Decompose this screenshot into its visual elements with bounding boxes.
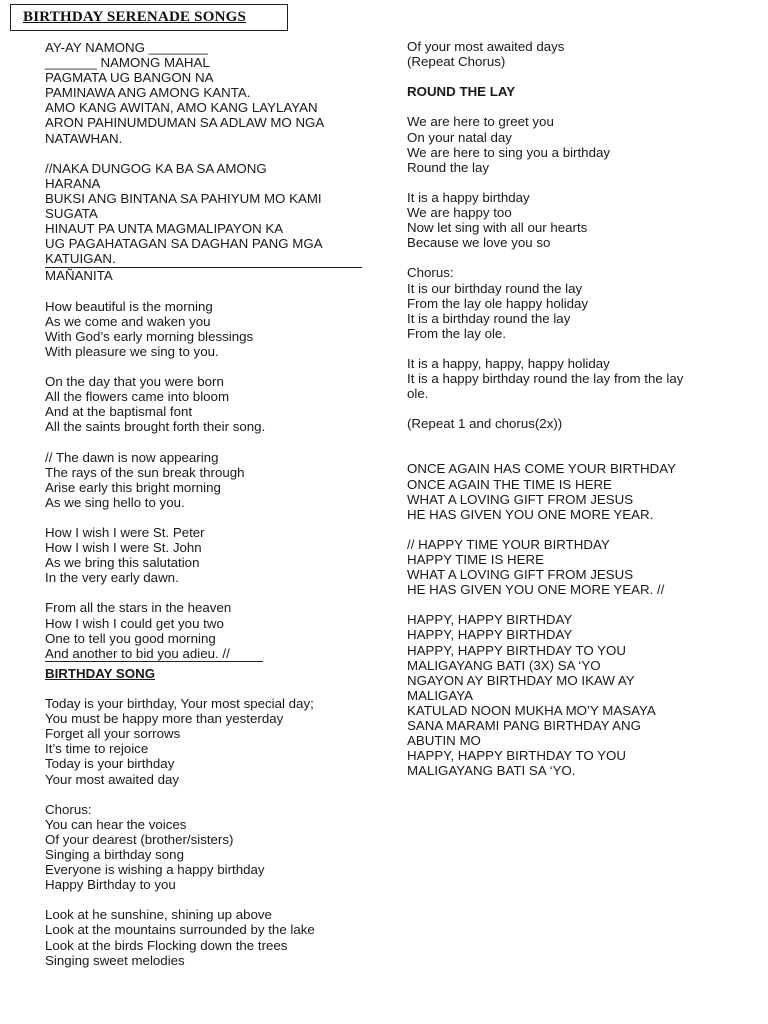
lyric-line: BUKSI ANG BINTANA SA PAHIYUM MO KAMI [45, 190, 322, 206]
lyric-line: HAPPY, HAPPY BIRTHDAY [407, 627, 573, 643]
stanza-round-the-lay-3 [407, 356, 729, 401]
lyric-line: Of your most awaited days [407, 39, 565, 54]
lyric-line: One to tell you good morning [45, 630, 216, 646]
lyric-line: As we come and waken you [45, 313, 211, 329]
lyric-line: NGAYON AY BIRTHDAY MO IKAW AY [407, 672, 635, 688]
stanza-happy-time [407, 537, 729, 597]
stanza-birthday-song-1 [45, 696, 367, 787]
lyric-line: MALIGAYANG BATI SA ‘YO. [407, 763, 576, 779]
stanza-round-the-lay-1 [407, 114, 729, 174]
lyric-line: (Repeat 1 and chorus(2x)) [407, 416, 563, 432]
lyric-line: On the day that you were born [45, 374, 224, 390]
lyric-line: HAPPY, HAPPY BIRTHDAY TO YOU [407, 748, 626, 764]
lyric-line: PAGMATA UG BANGON NA [45, 70, 214, 86]
lyric-line: HINAUT PA UNTA MAGMALIPAYON KA [45, 221, 284, 237]
lyric-line: How beautiful is the morning [45, 298, 213, 314]
lyric-line: All the saints brought forth their song. [45, 419, 266, 435]
section-title-round-the-lay: ROUND THE LAY [407, 84, 516, 100]
stanza-gap [407, 69, 729, 84]
lyric-line: HE HAS GIVEN YOU ONE MORE YEAR. [407, 506, 654, 522]
lyric-line: ole. [407, 386, 429, 402]
lyric-line: KATUIGAN. [45, 251, 116, 267]
lyric-line: It is a happy birthday [407, 189, 530, 205]
lyric-line: AY-AY NAMONG ________ [45, 40, 208, 55]
lyric-line: // The dawn is now appearing [45, 449, 219, 465]
lyric-line: Chorus: [407, 265, 454, 281]
stanza-gap [45, 510, 367, 525]
lyric-line: From the lay ole happy holiday [407, 295, 589, 311]
lyric-line: In the very early dawn. [45, 570, 179, 586]
document-title-box [10, 4, 288, 31]
left-column [45, 40, 367, 968]
lyric-line: Look at the mountains surrounded by the lake [45, 922, 315, 938]
lyric-line: Today is your birthday, Your most special day; [45, 696, 314, 712]
lyric-line: PAMINAWA ANG AMONG KANTA. [45, 85, 251, 101]
lyric-line: Today is your birthday [45, 756, 175, 772]
lyric-line: It is a happy birthday round the lay from the lay [407, 371, 684, 387]
lyric-line: (Repeat Chorus) [407, 54, 506, 70]
stanza-continued [407, 39, 729, 69]
stanza-birthday-song-2 [45, 907, 367, 967]
stanza-gap [407, 175, 729, 190]
lyric-line: SUGATA [45, 206, 98, 222]
right-column [407, 39, 729, 778]
lyric-line: We are here to sing you a birthday [407, 144, 611, 160]
document-title: BIRTHDAY SERENADE SONGS [23, 9, 247, 25]
lyric-line: Singing sweet melodies [45, 952, 185, 968]
lyric-line: KATULAD NOON MUKHA MO’Y MASAYA [407, 702, 656, 718]
lyric-line: ARON PAHINUMDUMAN SA ADLAW MO NGA [45, 115, 325, 131]
lyric-line: The rays of the sun break through [45, 464, 245, 480]
lyric-line: How I wish I were St. Peter [45, 525, 205, 540]
lyric-line: Your most awaited day [45, 771, 180, 787]
lyric-line: ONCE AGAIN HAS COME YOUR BIRTHDAY [407, 461, 676, 477]
stanza-gap [407, 597, 729, 612]
lyric-line: _______ NAMONG MAHAL [45, 55, 210, 71]
lyric-line: From all the stars in the heaven [45, 600, 232, 616]
lyric-line: WHAT A LOVING GIFT FROM JESUS [407, 491, 634, 507]
stanza-gap [45, 681, 367, 696]
lyric-line: HAPPY, HAPPY BIRTHDAY TO YOU [407, 642, 626, 658]
stanza-repeat-note [407, 416, 729, 431]
stanza-gap [407, 250, 729, 265]
stanza-gap [45, 146, 367, 161]
lyric-line: Because we love you so [407, 235, 551, 251]
lyric-line: From the lay ole. [407, 325, 507, 341]
lyric-line: You must be happy more than yesterday [45, 711, 284, 727]
lyric-line: As we sing hello to you. [45, 494, 185, 510]
lyric-line: With pleasure we sing to you. [45, 343, 219, 359]
lyric-line: It is our birthday round the lay [407, 280, 583, 296]
stanza-happy-happy-birthday [407, 612, 729, 778]
lyric-line: Now let sing with all our hearts [407, 220, 588, 236]
lyric-line: Forget all your sorrows [45, 726, 181, 742]
lyric-line: How I wish I were St. John [45, 540, 202, 556]
stanza-gap [407, 431, 729, 461]
lyric-line: Chorus: [45, 801, 92, 817]
lyric-line: Everyone is wishing a happy birthday [45, 862, 265, 878]
lyric-line: We are here to greet you [407, 114, 554, 130]
stanza-gap [45, 585, 367, 600]
lyric-line: Round the lay [407, 159, 490, 175]
stanza-gap [407, 341, 729, 356]
stanza-mananita-5 [45, 600, 367, 660]
lyric-line: All the flowers came into bloom [45, 389, 230, 405]
stanza-birthday-song-chorus [45, 802, 367, 893]
section-divider [45, 661, 263, 662]
lyric-line: NATAWHAN. [45, 130, 123, 146]
lyric-line: MALIGAYANG BATI (3X) SA ‘YO [407, 657, 601, 673]
lyric-line: We are happy too [407, 205, 512, 221]
lyric-line: Singing a birthday song [45, 846, 184, 862]
lyric-line: HE HAS GIVEN YOU ONE MORE YEAR. // [407, 582, 665, 598]
lyric-line: HARANA [45, 175, 101, 191]
lyric-line: ONCE AGAIN THE TIME IS HERE [407, 476, 612, 492]
stanza-gap [45, 359, 367, 374]
lyric-line: ABUTIN MO [407, 733, 481, 749]
lyric-line: And at the baptismal font [45, 404, 193, 420]
section-title-mananita: MAÑANITA [45, 268, 113, 284]
lyric-line: Arise early this bright morning [45, 479, 221, 495]
lyric-line: HAPPY TIME IS HERE [407, 552, 544, 567]
lyric-line: It is a happy, happy, happy holiday [407, 355, 610, 371]
lyric-line: It is a birthday round the lay [407, 310, 571, 326]
lyric-line: As we bring this salutation [45, 555, 200, 571]
stanza-gap [407, 401, 729, 416]
lyric-line: //NAKA DUNGOG KA BA SA AMONG [45, 160, 267, 176]
lyric-line: // HAPPY TIME YOUR BIRTHDAY [407, 536, 610, 552]
lyric-line: It’s time to rejoice [45, 741, 149, 757]
section-title-birthday-song: BIRTHDAY SONG [45, 665, 156, 681]
lyric-line: You can hear the voices [45, 816, 187, 832]
lyric-line: Look at the birds Flocking down the trees [45, 937, 288, 953]
stanza-gap [45, 892, 367, 907]
lyric-line: Happy Birthday to you [45, 877, 176, 893]
lyric-line: SANA MARAMI PANG BIRTHDAY ANG [407, 718, 641, 734]
stanza-mananita-3 [45, 450, 367, 510]
lyric-line: Look at he sunshine, shining up above [45, 907, 272, 923]
stanza-gap [407, 99, 729, 114]
stanza-gap [45, 434, 367, 449]
stanza-round-the-lay-chorus [407, 265, 729, 340]
lyric-line: WHAT A LOVING GIFT FROM JESUS [407, 567, 634, 583]
stanza-once-again [407, 461, 729, 521]
lyric-line: MALIGAYA [407, 687, 474, 703]
stanza-mananita-4 [45, 525, 367, 585]
lyric-line: And another to bid you adieu. // [45, 645, 230, 661]
lyric-line: UG PAGAHATAGAN SA DAGHAN PANG MGA [45, 236, 323, 252]
lyric-line: On your natal day [407, 129, 512, 145]
lyric-line: How I wish I could get you two [45, 615, 224, 631]
lyric-line: AMO KANG AWITAN, AMO KANG LAYLAYAN [45, 100, 318, 116]
lyric-line: HAPPY, HAPPY BIRTHDAY [407, 612, 573, 628]
stanza-ay-ay-namong [45, 40, 367, 146]
stanza-mananita-1 [45, 299, 367, 359]
stanza-naka-dungog [45, 161, 367, 267]
stanza-gap [45, 787, 367, 802]
stanza-mananita-2 [45, 374, 367, 434]
stanza-gap [45, 284, 367, 299]
lyric-line: With God’s early morning blessings [45, 328, 254, 344]
lyric-line: Of your dearest (brother/sisters) [45, 831, 234, 847]
stanza-round-the-lay-2 [407, 190, 729, 250]
stanza-gap [407, 522, 729, 537]
